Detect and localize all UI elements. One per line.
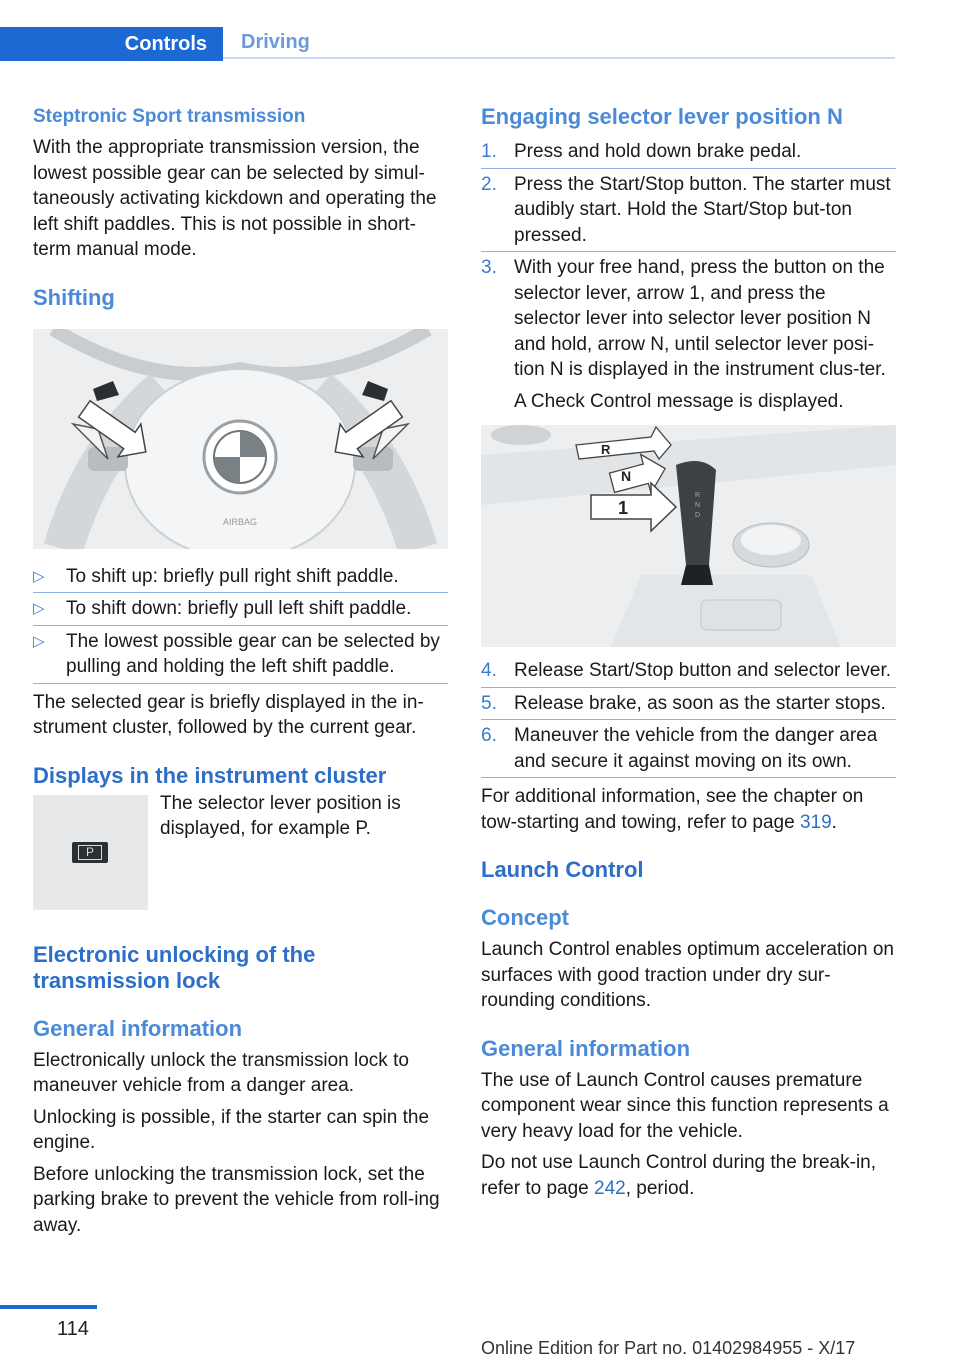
steptronic-text: With the appropriate transmission version, the lowest possible gear can be selected by simul-taneously activating kickdown and operating the left shift paddles. This is not possible in short-term manual mode. (33, 137, 437, 260)
triangle-bullet-icon: ▷ (33, 632, 45, 650)
additional-info: For additional information, see the chapter on tow-starting and towing, refer to page 319. (481, 786, 864, 833)
displays-block (33, 791, 448, 910)
triangle-bullet-icon: ▷ (33, 567, 45, 585)
general-text-right: The use of Launch Control causes premature component wear since this function represents a very heavy load for the vehicle. (481, 1069, 889, 1142)
steering-wheel-figure (33, 329, 448, 549)
gear-p-display-icon: P (72, 842, 108, 863)
svg-text:N: N (695, 502, 701, 509)
page-319-link[interactable]: 319 (799, 811, 832, 833)
steps-b (481, 655, 896, 778)
airbag-label: AIRBAG (222, 516, 258, 527)
list-item: 2. Press the Start/Stop button. The starter must audibly start. Hold the Start/Stop but-ton pressed. (481, 169, 896, 253)
display-p-figure (33, 795, 148, 910)
list-item: 4. Release Start/Stop button and selector lever. (481, 655, 896, 688)
step3-note: A Check Control message is displayed. (514, 390, 844, 412)
left-column (33, 104, 448, 1238)
page-242-link[interactable]: 242 (594, 1177, 626, 1199)
page-number: 114 (57, 1318, 89, 1340)
tab-controls[interactable]: Controls (0, 27, 223, 61)
triangle-bullet-icon: ▷ (33, 600, 45, 617)
list-item: 6. Maneuver the vehicle from the danger area and secure it against moving on its own. (481, 720, 896, 778)
tab-driving[interactable]: Driving (223, 27, 895, 59)
shifting-text: The selected gear is briefly displayed in the in-strument cluster, followed by the current gear. (33, 691, 424, 738)
displays-text: The selector lever position is displayed, for example P. (160, 792, 401, 839)
shifting-bullets (33, 561, 448, 684)
edition-footer: Online Edition for Part no. 01402984955 - X/17 (481, 1338, 856, 1358)
selector-lever-figure (481, 425, 896, 647)
header-tabs (0, 27, 895, 61)
arrow-n-label: N (621, 468, 632, 484)
steering-wheel-illustration (33, 329, 448, 549)
list-item: 3. With your free hand, press the button on the selector lever, arrow 1, and press the selector lever into selector lever position N and hold, arrow N, until selector lever posi-tion N is displayed in the instrument clus-ter. A Check Control message is displayed. (481, 252, 896, 417)
concept-text: Launch Control enables optimum acceleration on surfaces with good traction under dry sur-rounding conditions. (481, 939, 894, 1011)
list-item: ▷ To shift up: briefly pull right shift paddle. (33, 561, 448, 594)
general-p1: Electronically unlock the transmission lock to maneuver vehicle from a danger area. (33, 1049, 409, 1096)
right-column (481, 104, 896, 1201)
selector-lever-illustration (481, 425, 896, 647)
launch-heading: Launch Control (481, 857, 644, 882)
svg-text:R: R (695, 492, 701, 499)
general-p3: Before unlocking the transmission lock, set the parking brake to prevent the vehicle from roll-ing away. (33, 1163, 440, 1236)
unlock-heading: Electronic unlocking of the transmission lock (33, 941, 316, 993)
footer-accent-bar (0, 1305, 97, 1309)
arrow-1-label: 1 (618, 498, 629, 518)
concept-heading: Concept (481, 905, 569, 930)
steptronic-heading: Steptronic Sport transmission (33, 106, 306, 127)
engaging-heading: Engaging selector lever position N (481, 104, 843, 129)
list-item: ▷ The lowest possible gear can be selected by pulling and holding the left shift paddle. (33, 626, 448, 684)
list-item: 5. Release brake, as soon as the starter stops. (481, 688, 896, 721)
arrow-r-label: R (601, 442, 611, 457)
list-item: ▷ To shift down: briefly pull left shift paddle. (33, 593, 448, 626)
general-heading-right: General information (481, 1035, 691, 1061)
steps-a (481, 136, 896, 417)
svg-text:D: D (695, 512, 701, 519)
shifting-heading: Shifting (33, 284, 115, 310)
breakin-text: Do not use Launch Control during the break-in, refer to page 242, period. (481, 1152, 877, 1199)
displays-heading: Displays in the instrument cluster (33, 762, 387, 788)
list-item: 1. Press and hold down brake pedal. (481, 136, 896, 169)
general-p2: Unlocking is possible, if the starter can spin the engine. (33, 1106, 430, 1153)
general-heading-left: General information (33, 1015, 243, 1041)
